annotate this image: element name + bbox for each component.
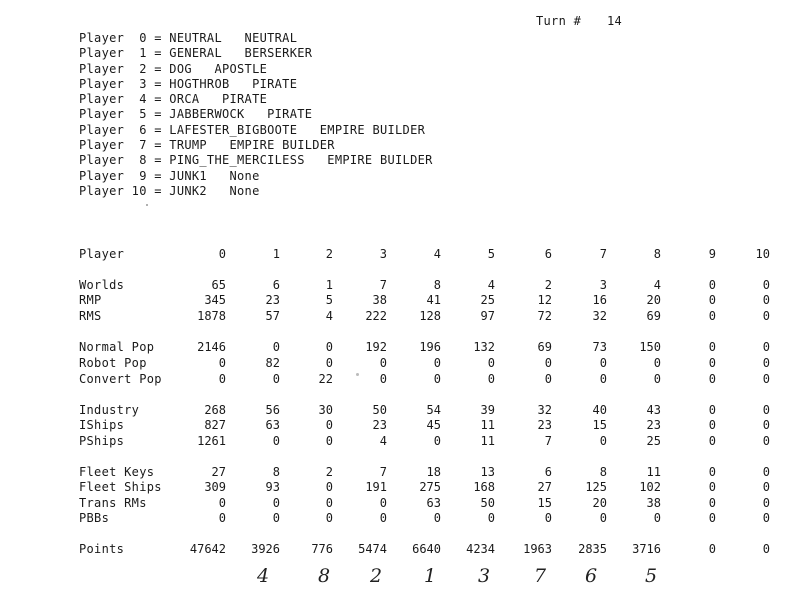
handwritten-rank: 7: [534, 565, 547, 587]
table-cell: 0: [487, 356, 495, 370]
table-cell: 32: [537, 403, 552, 417]
row-label: PShips: [79, 434, 125, 448]
table-cell: 25: [480, 293, 495, 307]
table-cell: 0: [708, 465, 716, 479]
column-header: 1: [272, 247, 280, 261]
table-cell: 0: [762, 434, 770, 448]
row-label: Points: [79, 542, 125, 556]
table-cell: 3: [599, 278, 607, 292]
table-cell: 1261: [197, 434, 226, 448]
table-cell: 8: [599, 465, 607, 479]
table-cell: 22: [318, 372, 333, 386]
table-cell: 0: [708, 480, 716, 494]
column-header: 4: [433, 247, 441, 261]
table-cell: 0: [708, 293, 716, 307]
table-cell: 8: [272, 465, 280, 479]
table-cell: 0: [708, 278, 716, 292]
table-cell: 20: [592, 496, 607, 510]
table-cell: 23: [265, 293, 280, 307]
handwritten-rank: 4: [257, 565, 270, 587]
table-cell: 0: [325, 418, 333, 432]
table-cell: 275: [419, 480, 441, 494]
table-cell: 0: [708, 434, 716, 448]
table-cell: 0: [325, 434, 333, 448]
table-cell: 72: [537, 309, 552, 323]
table-cell: 0: [762, 542, 770, 556]
column-header: 9: [708, 247, 716, 261]
table-cell: 0: [653, 356, 661, 370]
table-cell: 0: [599, 372, 607, 386]
table-cell: 7: [379, 278, 387, 292]
table-cell: 0: [762, 309, 770, 323]
table-cell: 192: [365, 340, 387, 354]
player-line: Player 2 = DOG APOSTLE: [79, 61, 268, 76]
table-cell: 30: [318, 403, 333, 417]
column-header: 8: [653, 247, 661, 261]
table-cell: 0: [487, 511, 495, 525]
table-cell: 776: [311, 542, 333, 556]
table-cell: 0: [762, 480, 770, 494]
table-cell: 0: [272, 511, 280, 525]
table-cell: 2835: [578, 542, 607, 556]
player-line: Player 8 = PING_THE_MERCILESS EMPIRE BUILDER: [79, 153, 433, 168]
table-cell: 0: [708, 340, 716, 354]
table-cell: 0: [762, 418, 770, 432]
table-cell: 102: [639, 480, 661, 494]
table-cell: 0: [708, 309, 716, 323]
column-header: 3: [379, 247, 387, 261]
table-cell: 0: [708, 542, 716, 556]
table-cell: 3716: [632, 542, 661, 556]
table-cell: 23: [372, 418, 387, 432]
table-cell: 345: [204, 293, 226, 307]
table-cell: 4: [379, 434, 387, 448]
table-cell: 12: [537, 293, 552, 307]
table-cell: 50: [372, 403, 387, 417]
table-cell: 196: [419, 340, 441, 354]
row-label: Worlds: [79, 278, 125, 292]
table-cell: 0: [325, 480, 333, 494]
table-cell: 93: [265, 480, 280, 494]
table-cell: 0: [653, 511, 661, 525]
table-cell: 0: [762, 278, 770, 292]
table-cell: 0: [762, 340, 770, 354]
table-cell: 56: [265, 403, 280, 417]
table-cell: 57: [265, 309, 280, 323]
table-cell: 0: [218, 511, 226, 525]
table-cell: 4: [653, 278, 661, 292]
table-cell: 150: [639, 340, 661, 354]
table-cell: 8: [433, 278, 441, 292]
table-cell: 0: [325, 340, 333, 354]
table-cell: 0: [325, 511, 333, 525]
table-cell: 0: [708, 418, 716, 432]
table-cell: 15: [592, 418, 607, 432]
table-cell: 7: [379, 465, 387, 479]
player-line: Player 3 = HOGTHROB PIRATE: [79, 76, 298, 91]
table-cell: 45: [426, 418, 441, 432]
table-cell: 38: [646, 496, 661, 510]
column-header: 0: [218, 247, 226, 261]
table-cell: 0: [708, 403, 716, 417]
row-label: Fleet Ships: [79, 480, 162, 494]
handwritten-rank: 8: [318, 565, 331, 587]
handwritten-rank: 3: [478, 565, 491, 587]
table-cell: 32: [592, 309, 607, 323]
table-cell: 25: [646, 434, 661, 448]
table-cell: 132: [473, 340, 495, 354]
table-cell: 2146: [197, 340, 226, 354]
table-cell: 0: [379, 511, 387, 525]
row-label: RMP: [79, 293, 102, 307]
column-header: 5: [487, 247, 495, 261]
table-cell: 65: [211, 278, 226, 292]
table-cell: 0: [708, 496, 716, 510]
table-cell: 0: [544, 372, 552, 386]
row-label: Trans RMs: [79, 496, 147, 510]
table-cell: 0: [762, 511, 770, 525]
row-label: Fleet Keys: [79, 465, 155, 479]
row-label: Robot Pop: [79, 356, 147, 370]
table-cell: 50: [480, 496, 495, 510]
table-cell: 0: [325, 356, 333, 370]
table-cell: 5: [325, 293, 333, 307]
table-cell: 15: [537, 496, 552, 510]
table-cell: 3926: [251, 542, 280, 556]
table-cell: 97: [480, 309, 495, 323]
row-label: RMS: [79, 309, 102, 323]
player-line: Player 7 = TRUMP EMPIRE BUILDER: [79, 138, 335, 153]
row-label: Convert Pop: [79, 372, 162, 386]
table-cell: 27: [537, 480, 552, 494]
table-cell: 0: [762, 496, 770, 510]
table-cell: 0: [599, 356, 607, 370]
column-header: 6: [544, 247, 552, 261]
table-cell: 0: [379, 496, 387, 510]
table-cell: 43: [646, 403, 661, 417]
table-cell: 0: [379, 356, 387, 370]
row-label: Industry: [79, 403, 140, 417]
column-header: 10: [755, 247, 770, 261]
table-cell: 4: [487, 278, 495, 292]
player-line: Player 4 = ORCA PIRATE: [79, 92, 268, 107]
table-cell: 0: [762, 356, 770, 370]
table-cell: 82: [265, 356, 280, 370]
handwritten-rank: 6: [585, 565, 598, 587]
table-cell: 11: [646, 465, 661, 479]
table-cell: 0: [218, 356, 226, 370]
table-cell: 27: [211, 465, 226, 479]
table-cell: 2: [325, 465, 333, 479]
row-label: IShips: [79, 418, 125, 432]
table-cell: 40: [592, 403, 607, 417]
table-cell: 125: [585, 480, 607, 494]
table-cell: 6: [272, 278, 280, 292]
table-cell: 73: [592, 340, 607, 354]
table-cell: 41: [426, 293, 441, 307]
table-cell: 0: [272, 496, 280, 510]
table-cell: 6: [544, 465, 552, 479]
column-header: 7: [599, 247, 607, 261]
turn-label: Turn #: [536, 14, 582, 28]
table-cell: 47642: [189, 542, 226, 556]
table-cell: 0: [762, 372, 770, 386]
table-cell: 0: [272, 434, 280, 448]
table-cell: 13: [480, 465, 495, 479]
table-cell: 63: [265, 418, 280, 432]
table-cell: 69: [537, 340, 552, 354]
row-label: PBBs: [79, 511, 110, 525]
table-cell: 2: [544, 278, 552, 292]
table-cell: 18: [426, 465, 441, 479]
table-cell: 268: [204, 403, 226, 417]
table-cell: 0: [544, 511, 552, 525]
table-cell: 0: [433, 434, 441, 448]
header-player-label: Player: [79, 247, 125, 261]
player-line: Player 9 = JUNK1 None: [79, 168, 260, 183]
table-cell: 0: [708, 372, 716, 386]
table-cell: 0: [708, 511, 716, 525]
table-cell: 7: [544, 434, 552, 448]
table-cell: 0: [218, 372, 226, 386]
table-cell: 63: [426, 496, 441, 510]
table-cell: 0: [325, 496, 333, 510]
handwritten-rank: 1: [424, 565, 437, 587]
table-cell: 191: [365, 480, 387, 494]
table-cell: 0: [762, 293, 770, 307]
table-cell: 0: [433, 356, 441, 370]
table-cell: 0: [544, 356, 552, 370]
table-cell: 23: [537, 418, 552, 432]
table-cell: 0: [272, 340, 280, 354]
table-cell: 38: [372, 293, 387, 307]
table-cell: 6640: [412, 542, 441, 556]
table-cell: 168: [473, 480, 495, 494]
player-line: Player 5 = JABBERWOCK PIRATE: [79, 107, 313, 122]
table-cell: 20: [646, 293, 661, 307]
table-cell: 309: [204, 480, 226, 494]
row-label: Normal Pop: [79, 340, 155, 354]
table-cell: 54: [426, 403, 441, 417]
table-cell: 11: [480, 418, 495, 432]
table-cell: 827: [204, 418, 226, 432]
table-cell: 0: [433, 372, 441, 386]
player-line: Player 0 = NEUTRAL NEUTRAL: [79, 31, 298, 45]
table-cell: 4: [325, 309, 333, 323]
table-cell: 11: [480, 434, 495, 448]
table-cell: 0: [379, 372, 387, 386]
table-cell: 1878: [197, 309, 226, 323]
table-cell: 1: [325, 278, 333, 292]
table-cell: 222: [365, 309, 387, 323]
table-cell: 39: [480, 403, 495, 417]
table-cell: 128: [419, 309, 441, 323]
player-line: Player 6 = LAFESTER_BIGBOOTE EMPIRE BUILDER: [79, 122, 426, 137]
table-cell: 5474: [358, 542, 387, 556]
table-cell: 0: [487, 372, 495, 386]
table-cell: 69: [646, 309, 661, 323]
player-line: Player 10 = JUNK2 None: [79, 183, 260, 198]
turn-number: 14: [607, 14, 623, 28]
handwritten-rank: 5: [645, 565, 658, 587]
player-line: Player 1 = GENERAL BERSERKER: [79, 46, 313, 61]
table-cell: 0: [708, 356, 716, 370]
column-header: 2: [325, 247, 333, 261]
table-cell: 4234: [466, 542, 495, 556]
table-cell: 0: [272, 372, 280, 386]
table-cell: 0: [599, 511, 607, 525]
table-cell: 1963: [523, 542, 552, 556]
table-cell: 0: [218, 496, 226, 510]
table-cell: 16: [592, 293, 607, 307]
handwritten-rank: 2: [370, 565, 383, 587]
table-cell: 0: [433, 511, 441, 525]
table-cell: 23: [646, 418, 661, 432]
table-cell: 0: [762, 465, 770, 479]
table-cell: 0: [762, 403, 770, 417]
table-cell: 0: [653, 372, 661, 386]
table-cell: 0: [599, 434, 607, 448]
